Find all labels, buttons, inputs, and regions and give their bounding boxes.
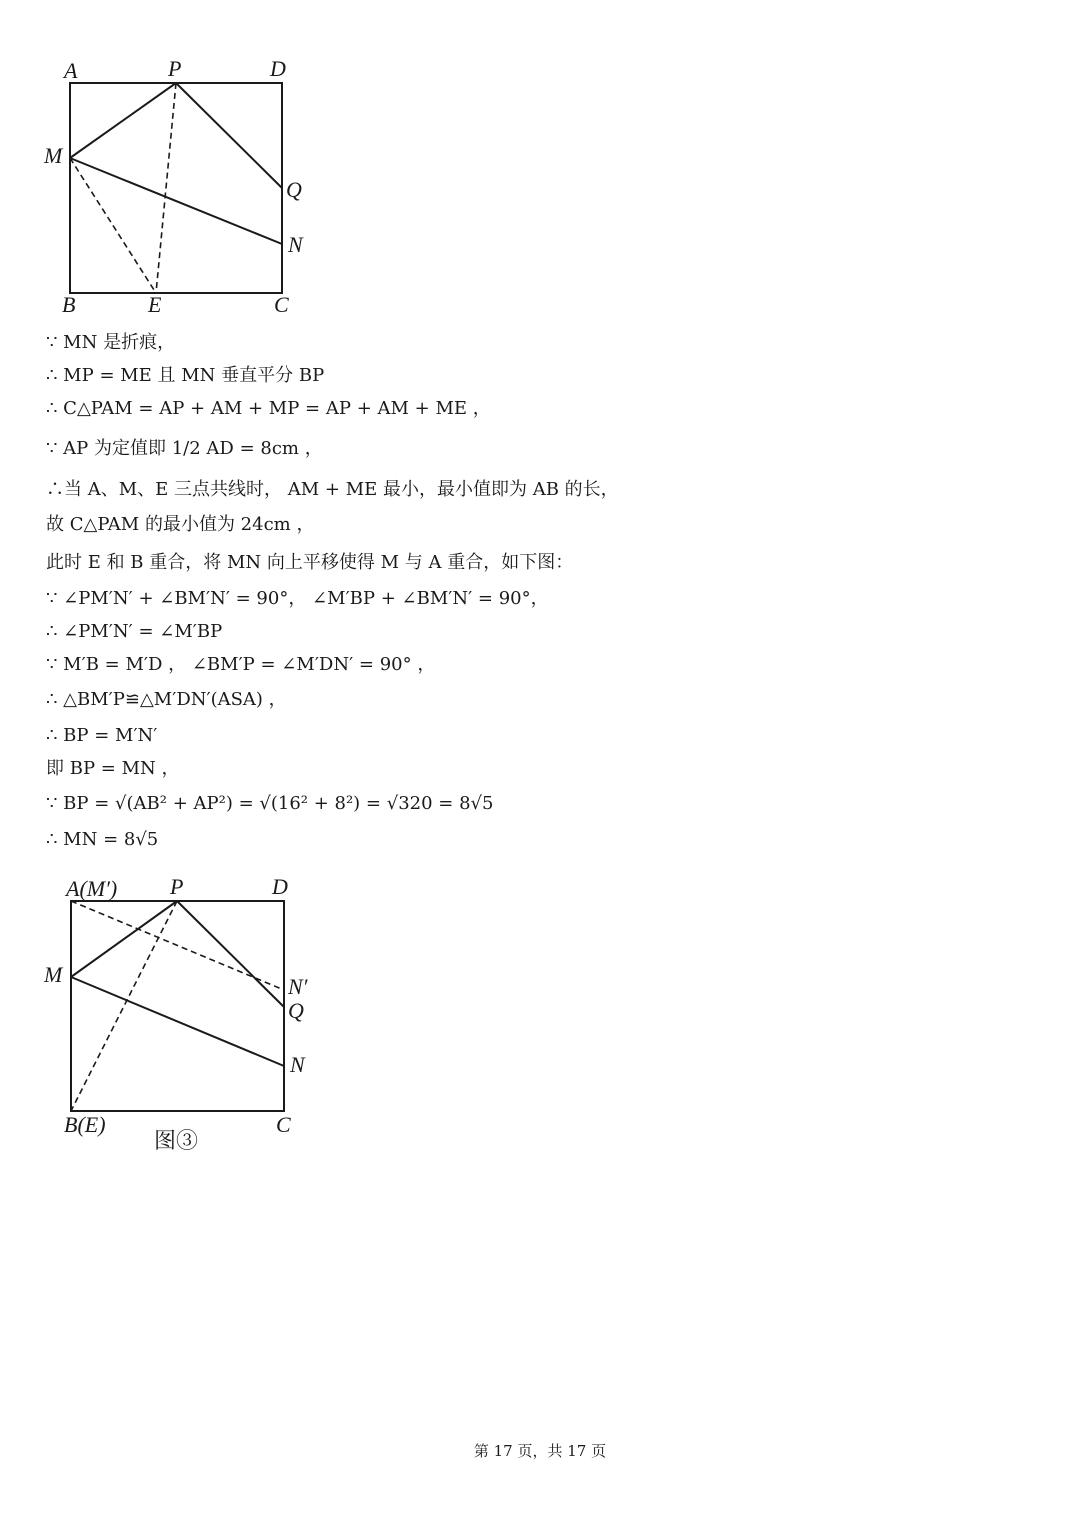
solution-line: ∵ M′B = M′D ， ∠BM′P = ∠M′DN′ = 90° ，	[46, 654, 436, 675]
label-b-e: B(E)	[64, 1112, 106, 1137]
label-n-2: N	[290, 1052, 305, 1077]
segment-mp	[70, 83, 176, 158]
square-abcd-2	[71, 901, 284, 1111]
solution-line: ∴当 A、M、E 三点共线时， AM + ME 最小，最小值即为 AB 的长，	[46, 479, 619, 500]
solution-line: ∴ MN = 8√5	[46, 829, 159, 850]
label-c: C	[274, 292, 289, 317]
label-e: E	[148, 292, 162, 317]
solution-line: 即 BP = MN ，	[46, 758, 180, 779]
solution-line: ∵ ∠PM′N′ + ∠BM′N′ = 90°， ∠M′BP + ∠BM′N′ = 90°，	[46, 588, 549, 609]
label-d: D	[270, 56, 286, 81]
label-a-m-prime: A(M′)	[66, 876, 118, 901]
page-footer: 第 17 页，共 17 页	[473, 1442, 607, 1460]
segment-mn-2	[71, 977, 284, 1066]
label-d-2: D	[272, 874, 288, 899]
label-b: B	[62, 292, 76, 317]
segment-mn	[70, 158, 282, 244]
label-q-2: Q	[288, 998, 304, 1023]
solution-line: ∴ BP = M′N′	[46, 725, 158, 746]
label-q: Q	[286, 177, 302, 202]
solution-line: ∴ ∠PM′N′ = ∠M′BP	[46, 621, 223, 642]
dashed-pb	[71, 901, 177, 1111]
solution-line: ∴ MP = ME 且 MN 垂直平分 BP	[46, 365, 325, 386]
label-c-2: C	[276, 1112, 291, 1137]
solution-line: ∵ MN 是折痕，	[46, 332, 176, 353]
solution-line: 此时 E 和 B 重合，将 MN 向上平移使得 M 与 A 重合，如下图：	[46, 552, 574, 573]
label-n: N	[288, 232, 303, 257]
label-m-2: M	[44, 962, 63, 987]
segment-pq-2	[177, 901, 284, 1007]
figure-1	[0, 0, 1080, 330]
solution-line: ∴ C△PAM = AP + AM + MP = AP + AM + ME ，	[46, 398, 491, 419]
solution-line: 故 C△PAM 的最小值为 24cm ，	[46, 514, 315, 535]
solution-line: ∴ △BM′P≌△M′DN′(ASA) ，	[46, 689, 287, 710]
solution-line: ∵ AP 为定值即 1/2 AD = 8cm ，	[46, 438, 323, 459]
figure-caption: 图③	[154, 1128, 199, 1153]
dashed-pe	[156, 83, 176, 293]
label-a: A	[64, 58, 78, 83]
segment-mp-2	[71, 901, 177, 977]
solution-text	[46, 326, 686, 856]
label-n-prime: N′	[288, 974, 308, 999]
square-abcd	[70, 83, 282, 293]
solution-line: ∵ BP = √(AB² + AP²) = √(16² + 8²) = √320 = 8√5	[46, 793, 494, 814]
label-p: P	[168, 56, 182, 81]
segment-pq	[176, 83, 282, 188]
dashed-an-prime	[71, 901, 284, 990]
label-m: M	[44, 143, 63, 168]
dashed-me	[70, 158, 156, 293]
label-p-2: P	[170, 874, 184, 899]
